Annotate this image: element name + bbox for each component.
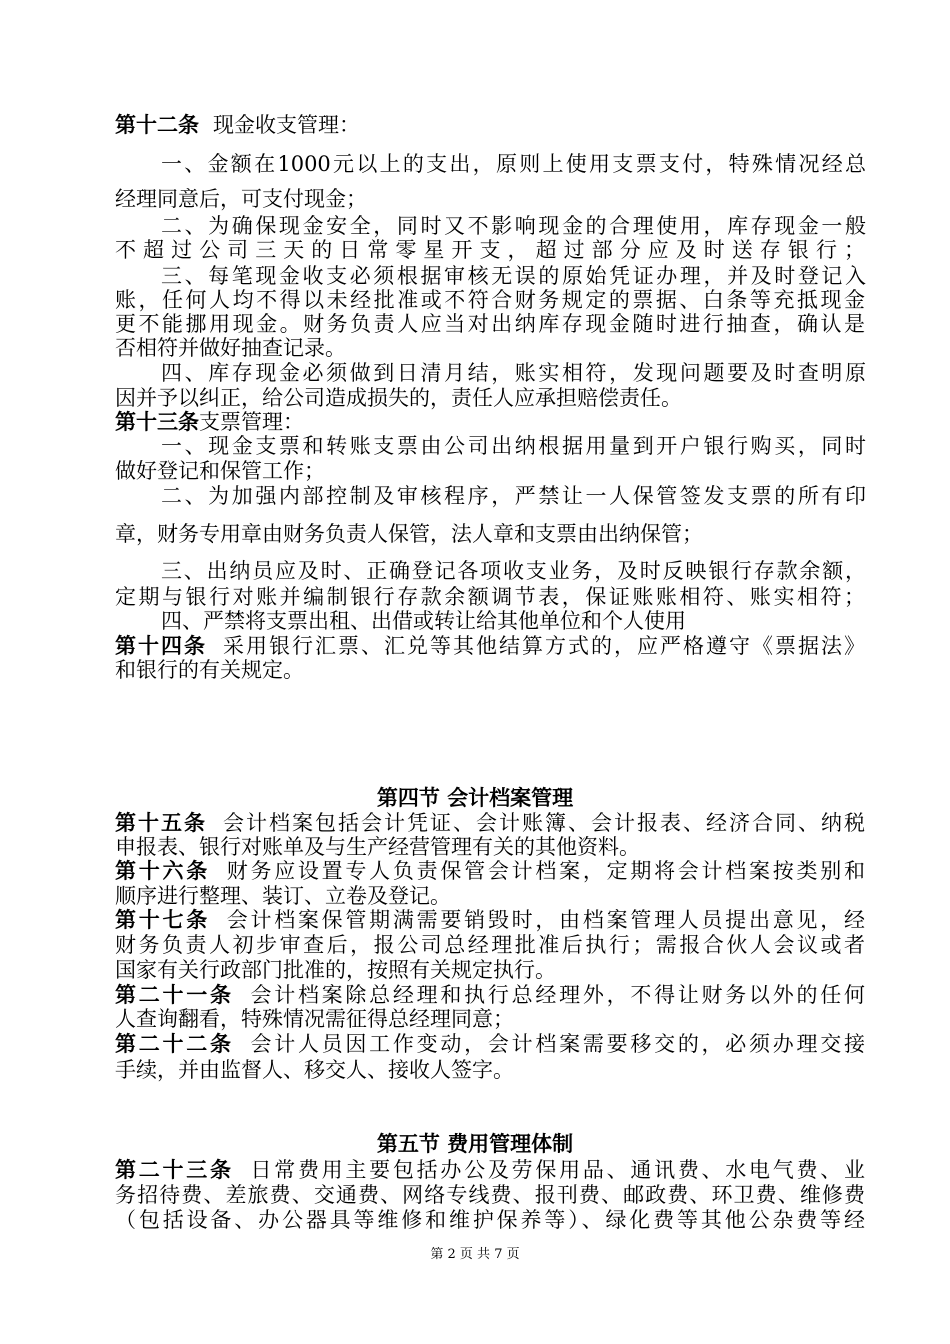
paragraph-line: （包括设备、办公器具等维修和维护保养等）、绿化费等其他公杂费等经 (115, 1208, 865, 1232)
paragraph-line: 账，任何人均不得以未经批准或不符合财务规定的票据、白条等充抵现金 (115, 288, 865, 312)
article-text: 现金收支管理： (213, 113, 360, 137)
paragraph-line: 不超过公司三天的日常零星开支，超过部分应及时送存银行； (115, 238, 865, 262)
article-text: 会计档案保管期满需要销毁时，由档案管理人员提出意见，经 (223, 908, 865, 932)
paragraph-line: 财务负责人初步审查后，报公司总经理批准后执行；需报合伙人会议或者 (115, 933, 865, 957)
paragraph-line: 一、金额在1000元以上的支出，原则上使用支票支付，特殊情况经总 (161, 152, 866, 176)
article-text: 采用银行汇票、汇兑等其他结算方式的，应严格遵守《票据法》 (221, 634, 865, 658)
paragraph-line: 因并予以纠正，给公司造成损失的，责任人应承担赔偿责任。 (115, 386, 682, 410)
article-text: 财务应设置专人负责保管会计档案，定期将会计档案按类别和 (223, 859, 865, 883)
page-number-footer: 第 2 页 共 7 页 (430, 1247, 520, 1262)
section-heading: 第四节 会计档案管理 (376, 785, 574, 810)
article-16 (115, 857, 865, 885)
article-text: 日常费用主要包括办公及劳保用品、通讯费、水电气费、业 (247, 1158, 865, 1182)
paragraph-line: 章，财务专用章由财务负责人保管，法人章和支票由出纳保管； (115, 522, 703, 546)
paragraph-line: 顺序进行整理、装订、立卷及登记。 (115, 884, 451, 908)
paragraph-line: 人查询翻看，特殊情况需征得总经理同意； (115, 1007, 514, 1031)
article-22 (115, 1030, 865, 1058)
paragraph-line: 三、每笔现金收支必须根据审核无误的原始凭证办理，并及时登记入 (161, 264, 866, 288)
article-label: 第二十三条 (115, 1157, 234, 1182)
paragraph-line: 更不能挪用现金。财务负责人应当对出纳库存现金随时进行抽查，确认是 (115, 312, 865, 336)
article-label: 第十六条 (115, 858, 210, 883)
paragraph-line: 二、为加强内部控制及审核程序，严禁让一人保管签发支票的所有印 (161, 484, 866, 508)
paragraph-line: 和银行的有关规定。 (115, 658, 304, 682)
paragraph-line: 经理同意后，可支付现金； (115, 187, 367, 211)
paragraph-line: 三、出纳员应及时、正确登记各项收支业务，及时反映银行存款余额， (161, 559, 866, 583)
article-label: 第十三条 (115, 409, 199, 434)
paragraph-line: 申报表、银行对账单及与生产经营管理有关的其他资料。 (115, 835, 640, 859)
paragraph-line: 四、严禁将支票出租、出借或转让给其他单位和个人使用 (161, 609, 686, 633)
article-17 (115, 906, 865, 934)
article-text: 会计档案包括会计凭证、会计账簿、会计报表、经济合同、纳税 (221, 811, 865, 835)
article-label: 第二十二条 (115, 1031, 234, 1056)
paragraph-line: 务招待费、差旅费、交通费、网络专线费、报刊费、邮政费、环卫费、维修费 (115, 1183, 865, 1207)
paragraph-line: 一、现金支票和转账支票由公司出纳根据用量到开户银行购买，同时 (161, 434, 866, 458)
paragraph-line: 二、为确保现金安全，同时又不影响现金的合理使用，库存现金一般 (161, 214, 866, 238)
paragraph-line: 国家有关行政部门批准的，按照有关规定执行。 (115, 958, 556, 982)
article-label: 第十四条 (115, 633, 207, 658)
article-label: 第十二条 (115, 112, 199, 137)
article-12-title (115, 111, 865, 139)
article-text: 会计档案除总经理和执行总经理外，不得让财务以外的任何 (247, 983, 865, 1007)
paragraph-line: 否相符并做好抽查记录。 (115, 336, 346, 360)
article-label: 第十七条 (115, 907, 210, 932)
article-23 (115, 1156, 865, 1184)
paragraph-line: 定期与银行对账并编制银行存款余额调节表，保证账账相符、账实相符； (115, 585, 865, 609)
article-label: 第十五条 (115, 810, 207, 835)
article-label: 第二十一条 (115, 982, 234, 1007)
article-text: 会计人员因工作变动，会计档案需要移交的，必须办理交接 (247, 1032, 865, 1056)
paragraph-line: 做好登记和保管工作； (115, 459, 325, 483)
paragraph-line: 四、库存现金必须做到日清月结，账实相符，发现问题要及时查明原 (161, 361, 866, 385)
section-heading: 第五节 费用管理体制 (376, 1131, 574, 1156)
article-text: 支票管理： (199, 410, 304, 434)
paragraph-line: 手续，并由监督人、移交人、接收人签字。 (115, 1058, 514, 1082)
